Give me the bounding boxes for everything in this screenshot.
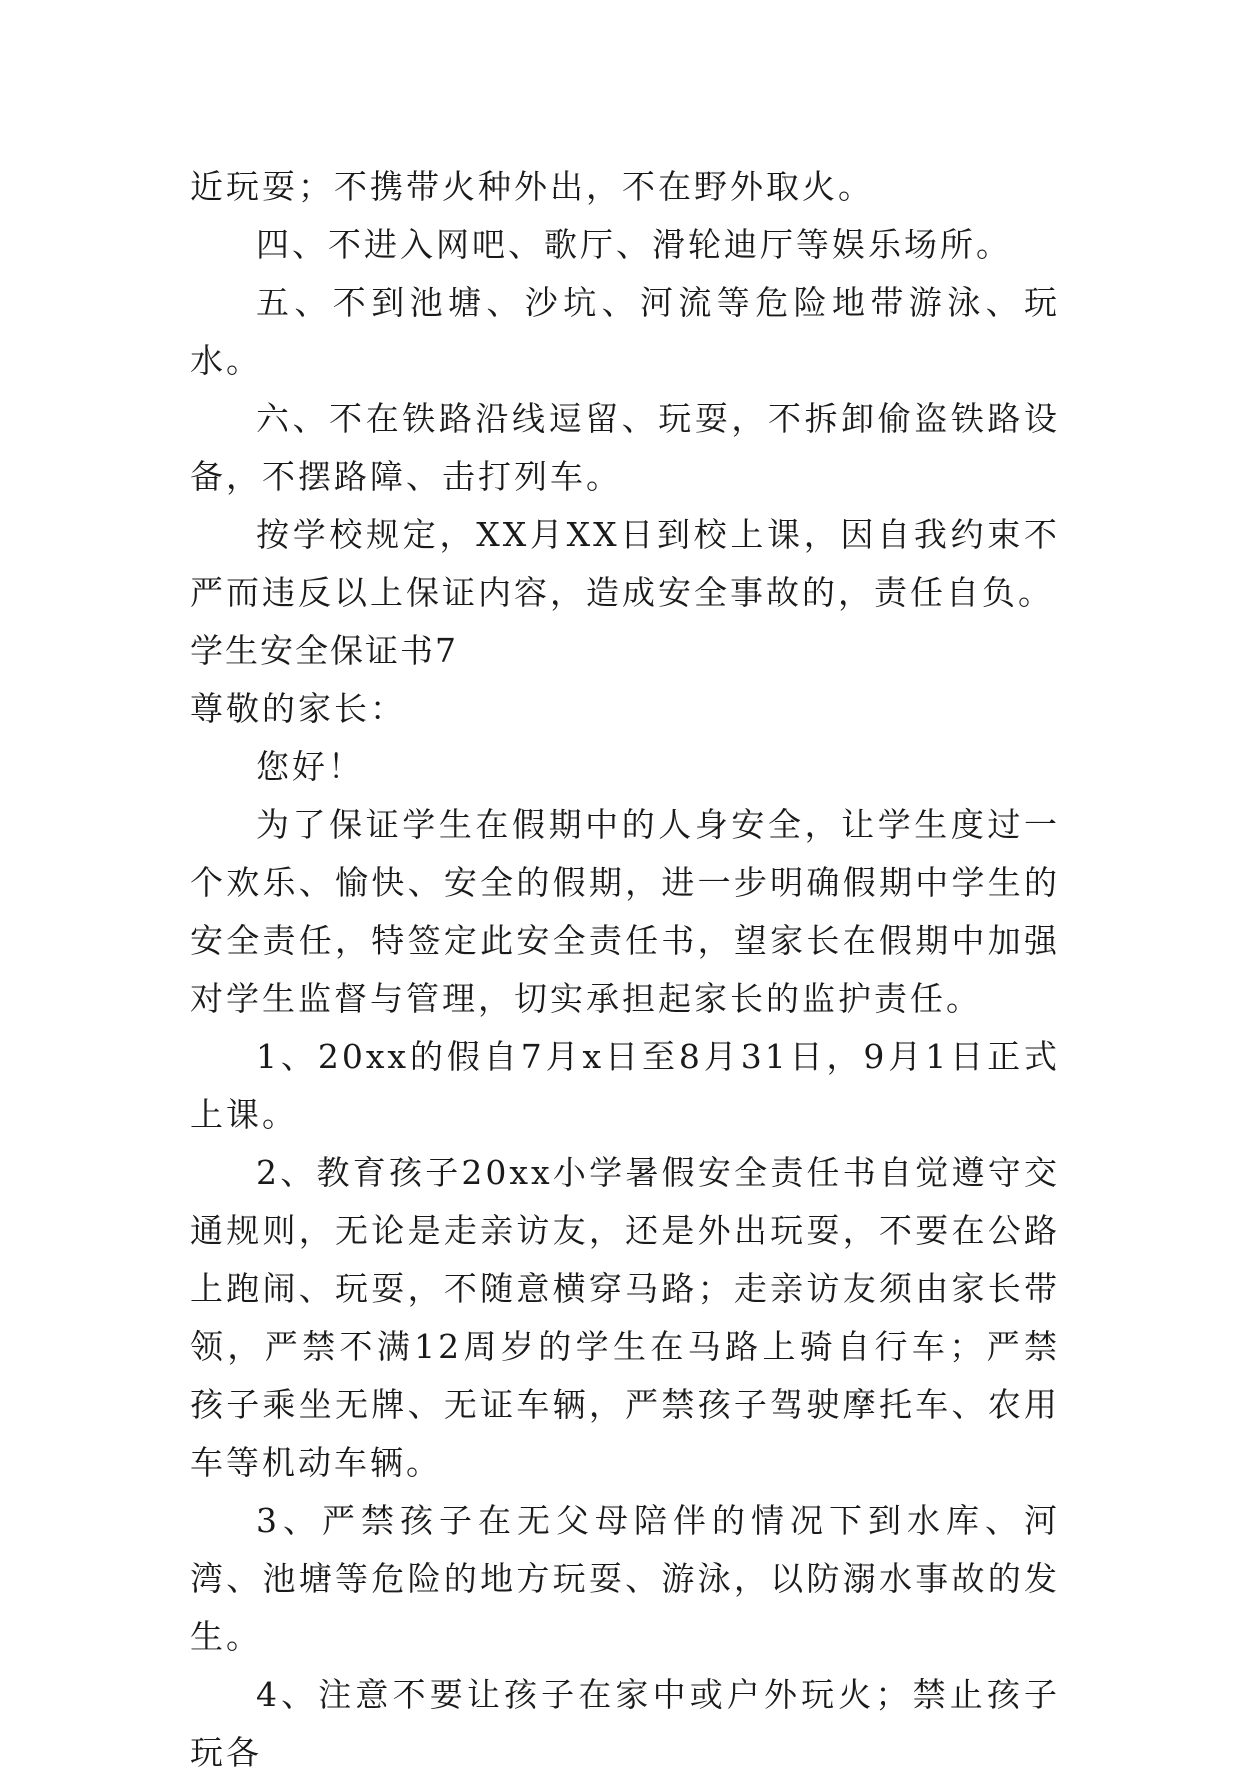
paragraph-intro: 为了保证学生在假期中的人身安全，让学生度过一个欢乐、愉快、安全的假期，进一步明确假期中学生的安全责任，特签定此安全责任书，望家长在假期中加强对学生监督与管理，切实承担起家长的监护责任。 [190, 805, 1060, 1018]
paragraph-item-3: 3、严禁孩子在无父母陪伴的情况下到水库、河湾、池塘等危险的地方玩耍、游泳，以防溺水事故的发生。 [190, 1501, 1060, 1656]
document-body [190, 158, 1060, 1782]
section-title: 学生安全保证书7 [190, 631, 458, 670]
salutation: 尊敬的家长： [190, 689, 406, 728]
paragraph-item-4: 4、注意不要让孩子在家中或户外玩火；禁止孩子玩各 [190, 1675, 1060, 1772]
paragraph-rule-5: 五、不到池塘、沙坑、河流等危险地带游泳、玩水。 [190, 283, 1060, 380]
paragraph-item-2: 2、教育孩子20xx小学暑假安全责任书自觉遵守交通规则，无论是走亲访友，还是外出玩耍，不要在公路上跑闹、玩耍，不随意横穿马路；走亲访友须由家长带领，严禁不满12周岁的学生在马路上骑自行车；严禁孩子乘坐无牌、无证车辆，严禁孩子驾驶摩托车、农用车等机动车辆。 [190, 1153, 1060, 1482]
paragraph-continuation: 近玩耍；不携带火种外出，不在野外取火。 [190, 167, 874, 206]
paragraph-school-rule: 按学校规定，XX月XX日到校上课，因自我约束不严而违反以上保证内容，造成安全事故的，责任自负。 [190, 515, 1060, 612]
paragraph-item-1: 1、20xx的假自7月x日至8月31日，9月1日正式上课。 [190, 1037, 1060, 1134]
paragraph-rule-4: 四、不进入网吧、歌厅、滑轮迪厅等娱乐场所。 [256, 225, 1012, 264]
greeting: 您好！ [256, 747, 364, 786]
paragraph-rule-6: 六、不在铁路沿线逗留、玩耍，不拆卸偷盗铁路设备，不摆路障、击打列车。 [190, 399, 1060, 496]
